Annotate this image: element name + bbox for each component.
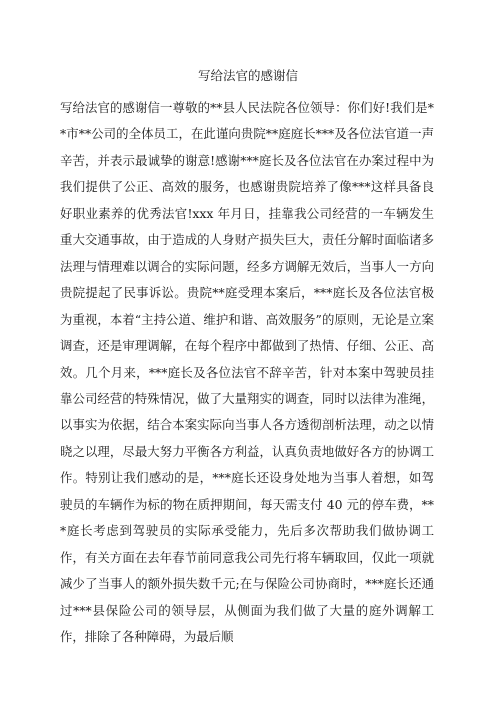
- document-body-paragraph: 写给法官的感谢信一尊敬的**县人民法院各位领导：你们好!我们是**市**公司的全体员工，在此谨向贵院**庭庭长***及各位法官道一声辛苦，并表示最诚挚的谢意!感谢***庭长及各位法官在办案过程中为我们提供了公正、高效的服务，也感谢贵院培养了像***这样具备良好职业素养的优秀法官!xxx 年月日，挂靠我公司经营的一车辆发生重大交通事故，由于造成的人身财产损失巨大，责任分解时面临诸多法理与情理难以调合的实际问题，经多方调解无效后，当事人一方向贵院提起了民事诉讼。贵院**庭受理本案后，***庭长及各位法官极为重视，本着“主持公道、维护和谐、高效服务”的原则，无论是立案调查，还是审理调解，在每个程序中都做到了热情、仔细、公正、高效。几个月来，***庭长及各位法官不辞辛苦，针对本案中驾驶员挂靠公司经营的特殊情况，做了大量翔实的调查，同时以法律为准绳，以事实为依据，结合本案实际向当事人各方透彻剖析法理，动之以情晓之以理，尽最大努力平衡各方利益，认真负责地做好各方的协调工作。特别让我们感动的是，***庭长还设身处地为当事人着想，如驾驶员的车辆作为标的物在质押期间，每天需支付 40 元的停车费，***庭长考虑到驾驶员的实际承受能力，先后多次帮助我们做协调工作，有关方面在去年春节前同意我公司先行将车辆取回，仅此一项就减少了当事人的额外损失数千元;在与保险公司协商时，***庭长还通过***县保险公司的领导层，从侧面为我们做了大量的庭外调解工作，排除了各种障碍，为最后顺: [60, 100, 434, 645]
- document-title: 写给法官的感谢信: [197, 68, 298, 83]
